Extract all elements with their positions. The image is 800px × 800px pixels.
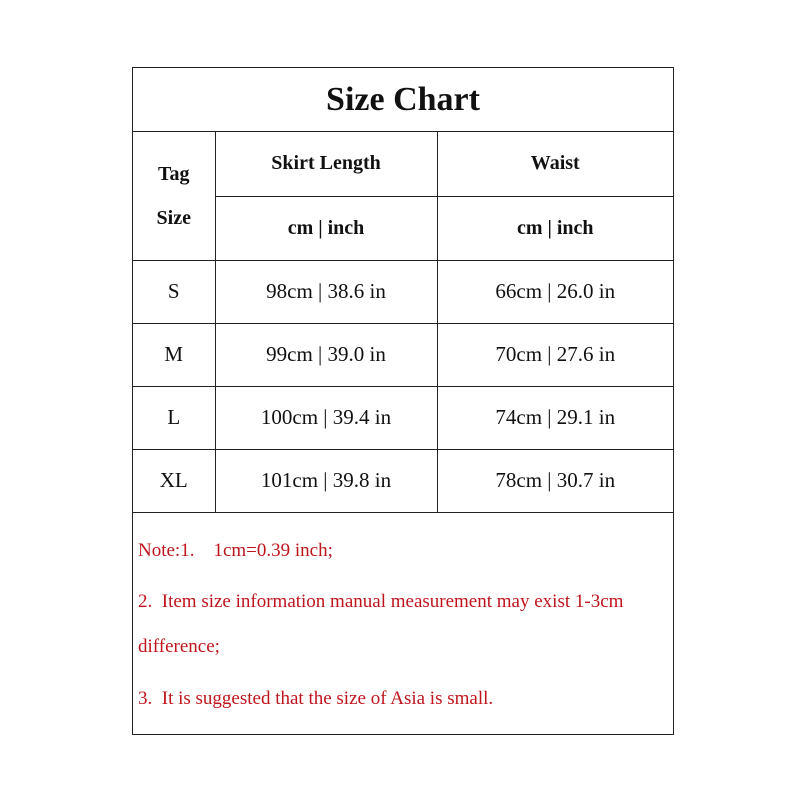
length-cell: 101cm | 39.8 in [215,449,437,512]
size-chart [132,67,674,735]
length-cell: 100cm | 39.4 in [215,386,437,449]
table-row [133,323,673,386]
size-cell: M [133,323,215,386]
tag-label: Tag [157,162,190,185]
waist-cell: 74cm | 29.1 in [437,386,673,449]
waist-cell: 78cm | 30.7 in [437,449,673,512]
waist-unit-header: cm | inch [437,196,673,260]
skirt-length-header: Skirt Length [215,132,437,196]
note-line-2: 2. Item size information manual measurement may exist 1-3cm [138,591,624,612]
waist-cell: 66cm | 26.0 in [437,260,673,323]
table-row [133,449,673,512]
waist-header: Waist [437,132,673,196]
tag-size-header [133,132,215,260]
table-row [133,260,673,323]
note-line-4: 3. It is suggested that the size of Asia is small. [138,688,494,709]
header-row [133,132,673,196]
table-row [133,386,673,449]
length-unit-header: cm | inch [215,196,437,260]
chart-title: Size Chart [133,68,673,132]
waist-cell: 70cm | 27.6 in [437,323,673,386]
length-cell: 98cm | 38.6 in [215,260,437,323]
size-cell: XL [133,449,215,512]
size-cell: S [133,260,215,323]
size-table [133,132,673,513]
size-label: Size [156,206,191,229]
length-cell: 99cm | 39.0 in [215,323,437,386]
note-line-3: difference; [138,636,220,657]
note-line-1: Note:1. 1cm=0.39 inch; [138,540,333,561]
size-cell: L [133,386,215,449]
